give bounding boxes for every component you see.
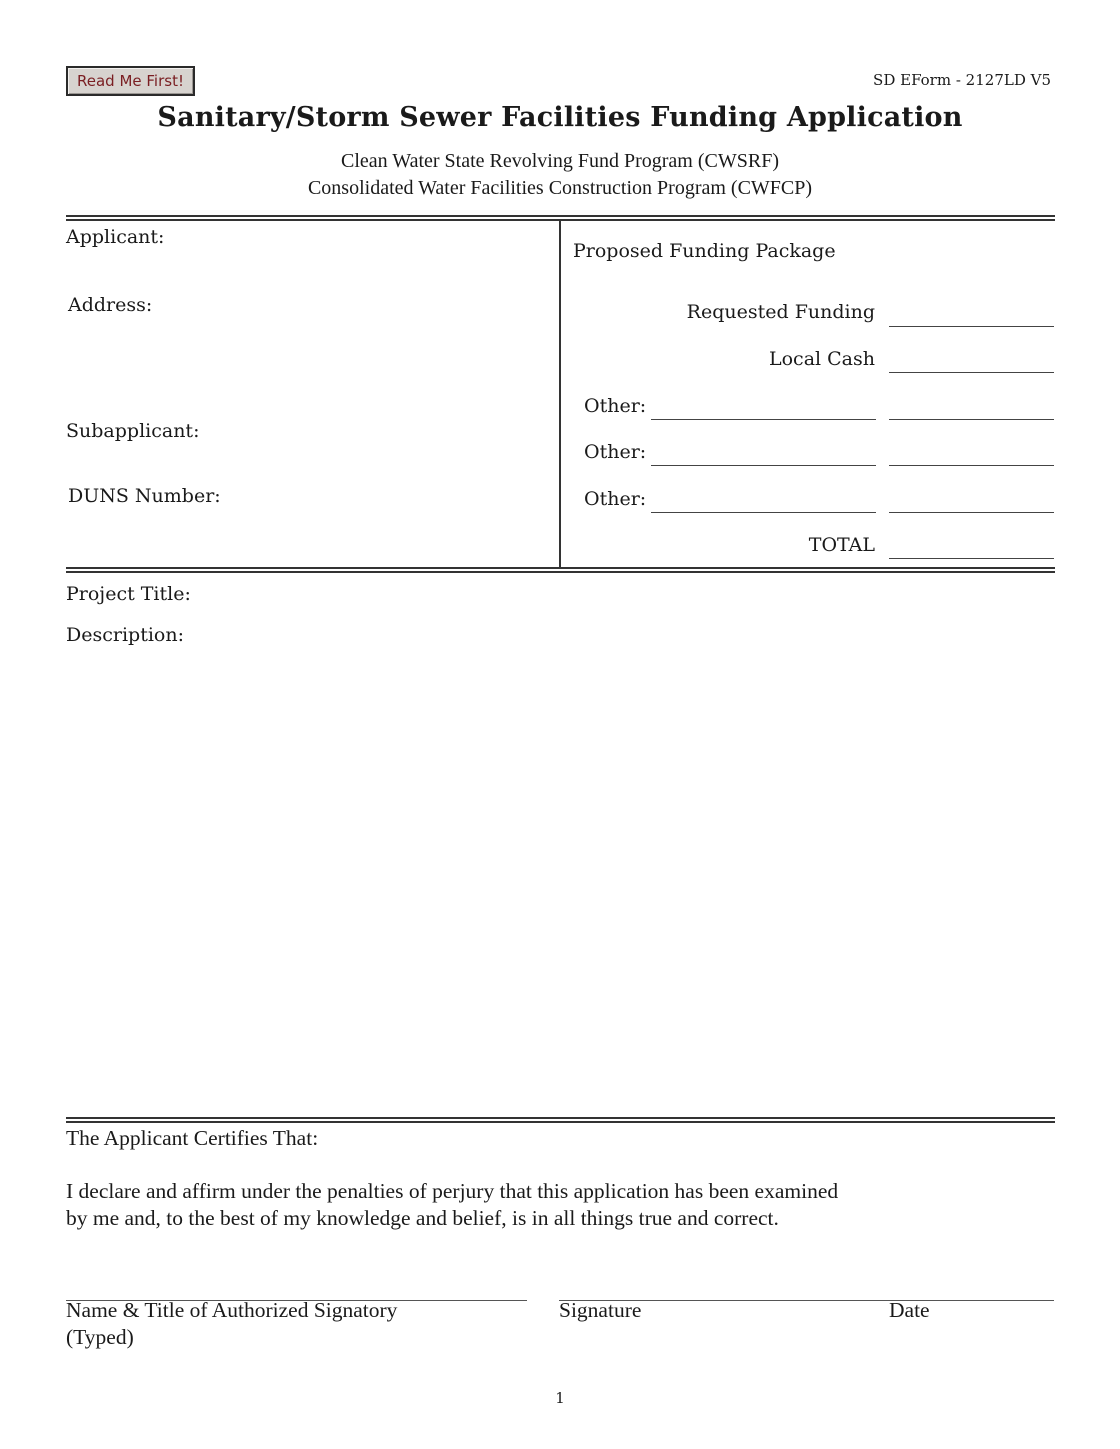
other-2-amount-field[interactable] xyxy=(889,465,1054,466)
other-1-amount-field[interactable] xyxy=(889,419,1054,420)
divider-bottom xyxy=(66,1117,1055,1123)
local-cash-label: Local Cash xyxy=(769,348,875,370)
subapplicant-label: Subapplicant: xyxy=(66,420,200,442)
name-title-label: Name & Title of Authorized Signatory xyxy=(66,1298,398,1322)
certification-text-line-1: I declare and affirm under the penalties of perjury that this application has been examined xyxy=(66,1179,839,1203)
address-label: Address: xyxy=(68,294,153,316)
signature-label: Signature xyxy=(559,1298,642,1322)
certification-heading: The Applicant Certifies That: xyxy=(66,1126,319,1150)
address-field[interactable] xyxy=(170,290,550,390)
total-label: TOTAL xyxy=(808,534,875,556)
other-1-label: Other: xyxy=(584,395,647,417)
local-cash-field[interactable] xyxy=(889,372,1054,373)
applicant-field[interactable] xyxy=(180,222,550,252)
read-me-first-button[interactable]: Read Me First! xyxy=(66,66,195,96)
duns-number-field[interactable] xyxy=(240,481,550,511)
applicant-label: Applicant: xyxy=(66,226,165,248)
other-3-label: Other: xyxy=(584,488,647,510)
other-3-amount-field[interactable] xyxy=(889,512,1054,513)
project-title-field[interactable] xyxy=(205,580,1055,610)
certification-text-line-2: by me and, to the best of my knowledge and belief, is in all things true and correct. xyxy=(66,1206,779,1230)
funding-package-heading: Proposed Funding Package xyxy=(573,240,836,262)
divider-middle xyxy=(66,567,1055,573)
other-1-source-field[interactable] xyxy=(651,419,876,420)
subtitle-cwsrf: Clean Water State Revolving Fund Program (CWSRF) xyxy=(341,150,779,172)
duns-number-label: DUNS Number: xyxy=(68,485,221,507)
column-divider xyxy=(559,220,561,568)
page-title: Sanitary/Storm Sewer Facilities Funding Application xyxy=(157,102,963,133)
requested-funding-field[interactable] xyxy=(889,326,1054,327)
description-label: Description: xyxy=(66,624,184,646)
project-title-label: Project Title: xyxy=(66,583,191,605)
form-id: SD EForm - 2127LD V5 xyxy=(873,71,1051,89)
description-field[interactable] xyxy=(66,660,1055,1110)
typed-label: (Typed) xyxy=(66,1325,134,1349)
page-number: 1 xyxy=(555,1389,565,1407)
subtitle-cwfcp: Consolidated Water Facilities Construction Program (CWFCP) xyxy=(307,177,813,199)
subapplicant-field[interactable] xyxy=(220,416,550,446)
requested-funding-label: Requested Funding xyxy=(686,301,875,323)
other-3-source-field[interactable] xyxy=(651,512,876,513)
date-label: Date xyxy=(889,1298,930,1322)
other-2-label: Other: xyxy=(584,441,647,463)
other-2-source-field[interactable] xyxy=(651,465,876,466)
total-field[interactable] xyxy=(889,558,1054,559)
